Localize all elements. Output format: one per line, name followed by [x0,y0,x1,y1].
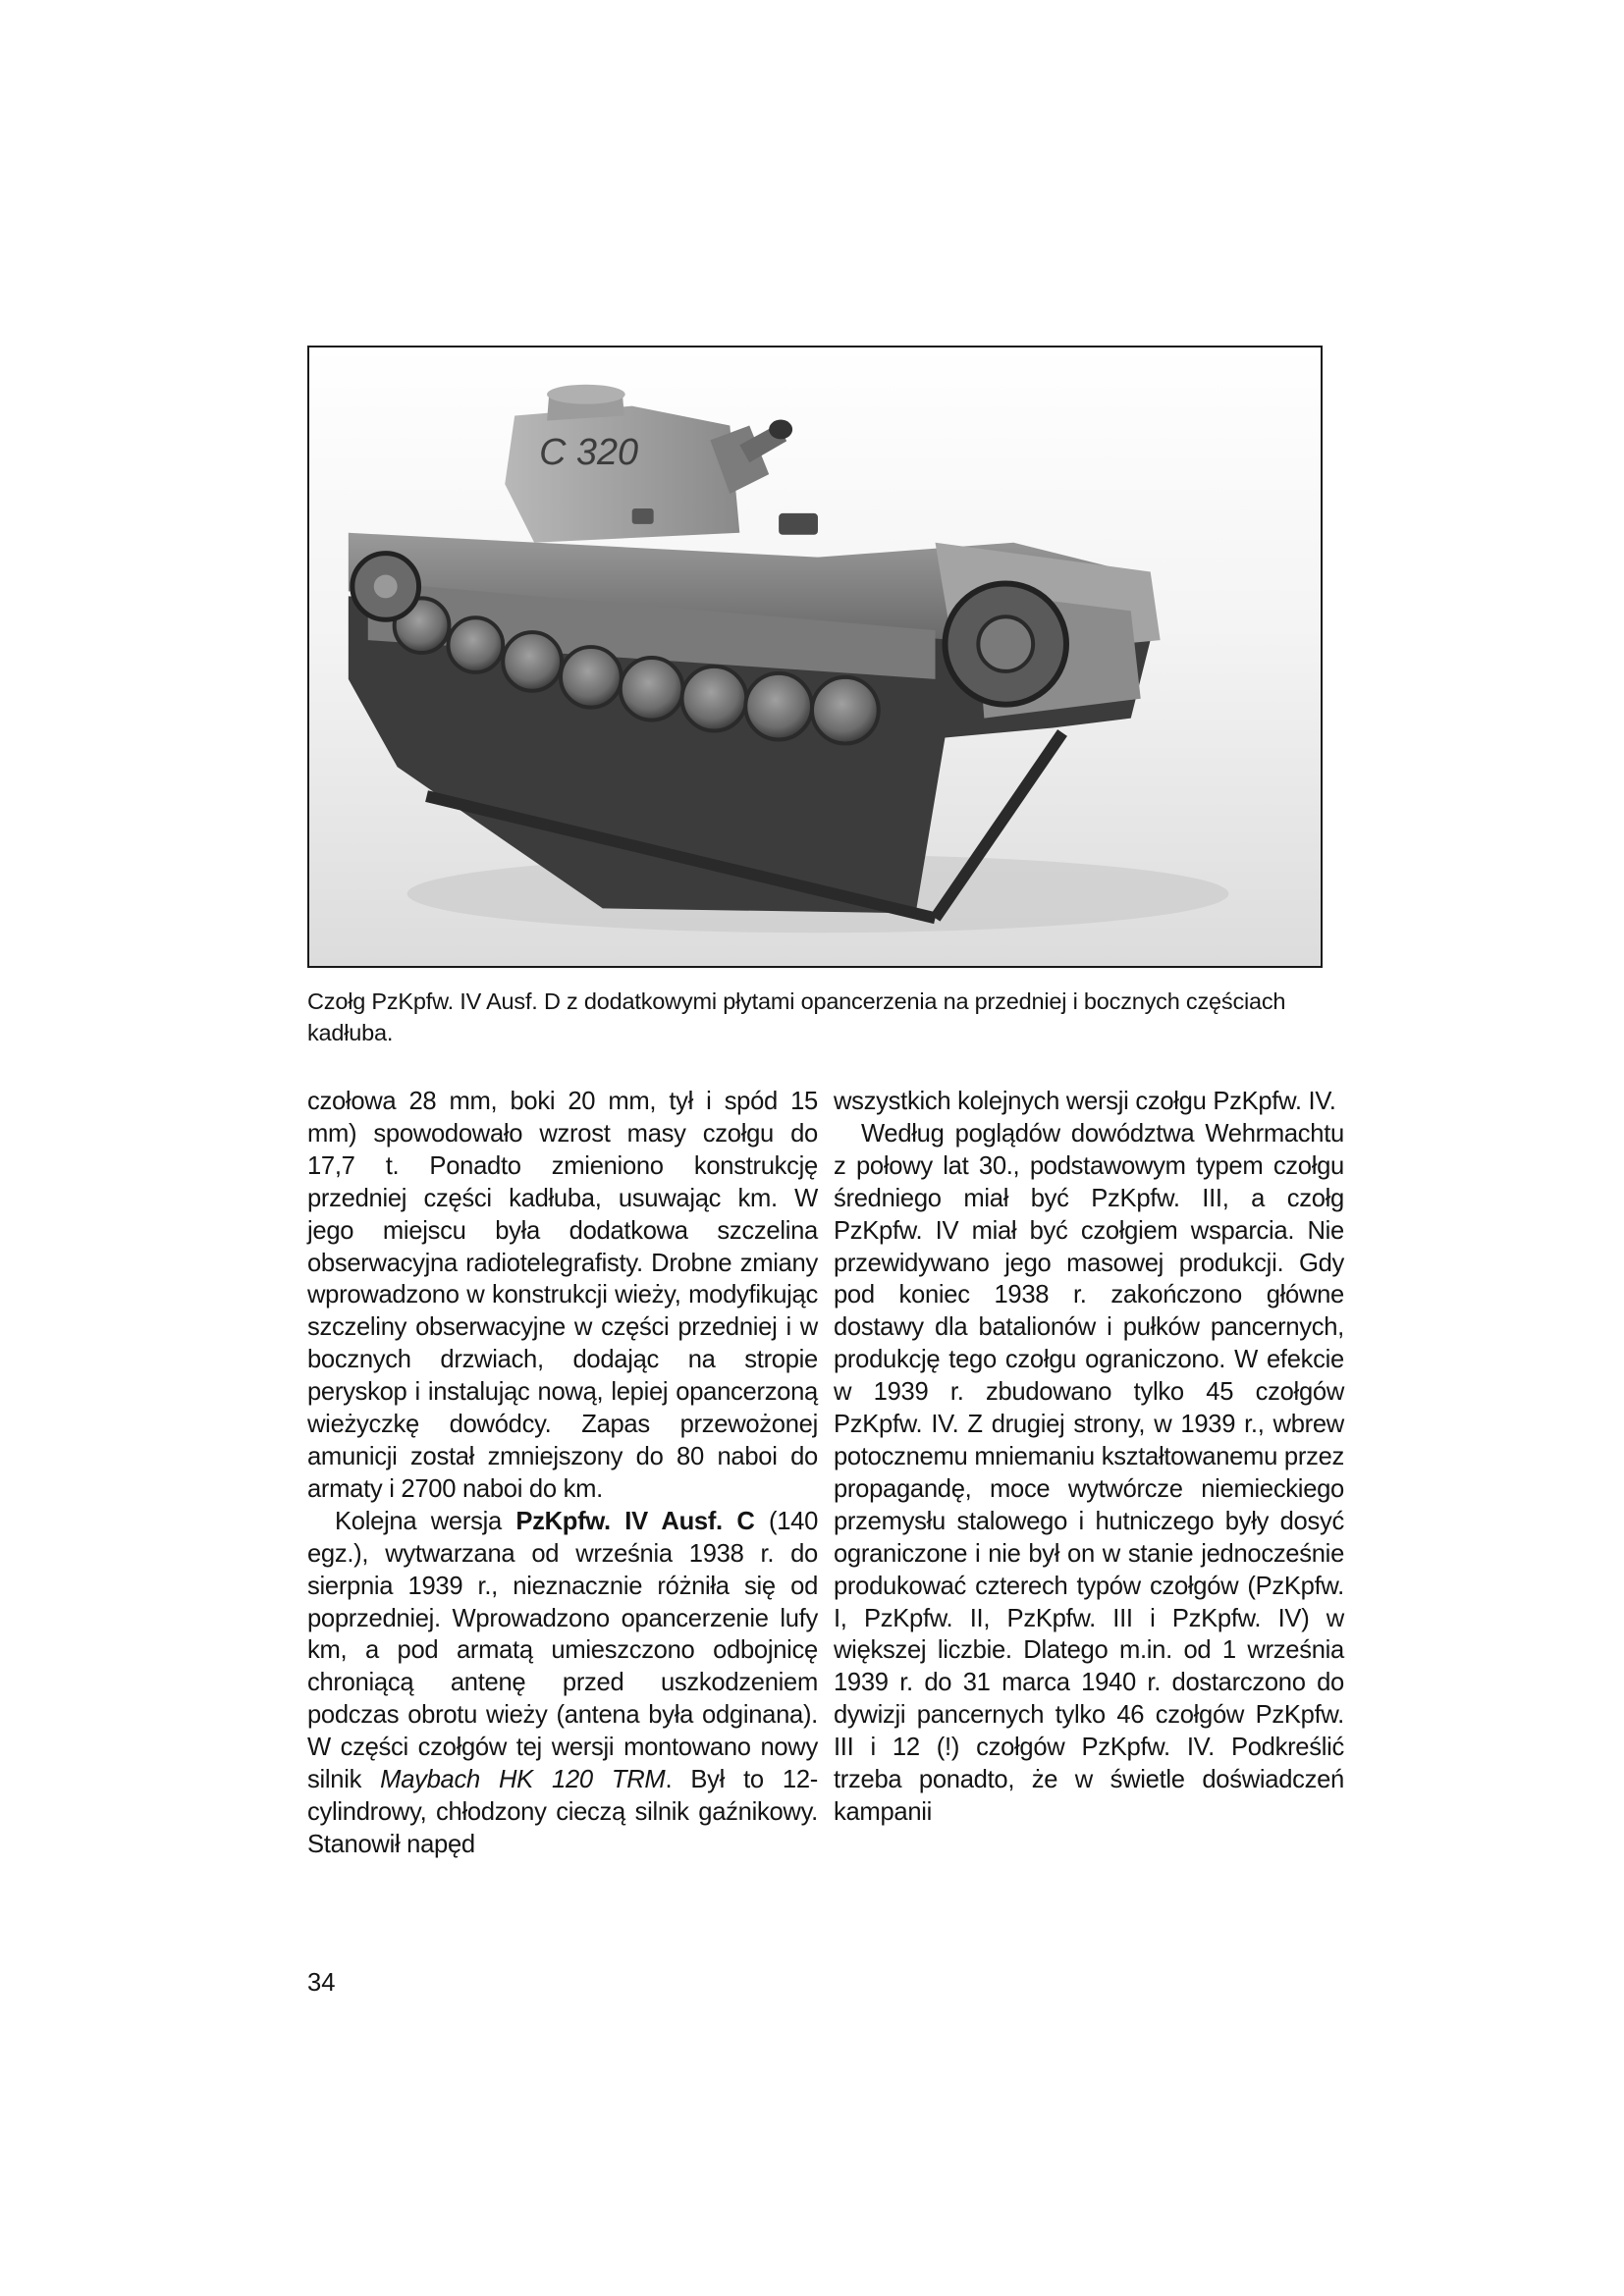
right-paragraph-1: wszystkich kolejnych wersji czołgu PzKpfw. IV. [834,1088,1336,1115]
left-paragraph-2 [307,1506,818,1861]
para2-text-start: Kolejna wersja [335,1507,516,1535]
right-paragraph-2: Według poglądów dowództwa Wehrmachtu z połowy lat 30., podstawowym typem czołgu średniego miał być PzKpfw. III, a czołg PzKpfw. IV miał być czołgiem wsparcia. Nie przewidywano jego masowej produkcji. Gdy pod koniec 1938 r. zakończono główne dostawy dla batalionów i pułków pancernych, produkcję tego czołgu ograniczono. W efekcie w 1939 r. zbudowano tylko 45 czołgów PzKpfw. IV. Z drugiej strony, w 1939 r., wbrew potocznemu mniemaniu kształtowanemu przez propagandę, moce wytwórcze niemieckiego przemysłu stalowego i hutniczego były dosyć ograniczone i nie był on w stanie jednocześnie produkować czterech typów czołgów (PzKpfw. I, PzKpfw. II, PzKpfw. III i PzKpfw. IV) w większej liczbie. Dlatego m.in. od 1 września 1939 r. do 31 marca 1940 r. dostarczono do dywizji pancernych tylko 46 czołgów PzKpfw. III i 12 (!) czołgów PzKpfw. IV. Podkreślić trzeba ponadto, że w świetle doświadczeń kampanii [834,1119,1344,1826]
para2-text-middle: (140 egz.), wytwarzana od września 1938 r. do sierpnia 1939 r., nieznacznie różniła się od poprzedniej. Wprowadzono opancerzenie lufy km, a pod armatą umieszczono odbojnicę chroniącą antenę przed uszkodzeniem podczas obrotu wieży (antena była odginana). W części czołgów tej wersji montowano nowy silnik [307,1507,818,1794]
figure-caption: Czołg PzKpfw. IV Ausf. D z dodatkowymi płytami opancerzenia na przedniej i bocznych częściach kadłuba. [307,988,1286,1045]
left-paragraph-1: czołowa 28 mm, boki 20 mm, tył i spód 15 mm) spowodowało wzrost masy czołgu do 17,7 t. Ponadto zmieniono konstrukcję przedniej części kadłuba, usuwając km. W jego miejscu była dodatkowa szczelina obserwacyjna radiotelegrafisty. Drobne zmiany wprowadzono w konstrukcji wieży, modyfikując szczeliny obserwacyjne w części przedniej i w bocznych drzwiach, dodając na stropie peryskop i instalując nową, lepiej opancerzoną wieżyczkę dowódcy. Zapas przewożonej amunicji został zmniejszony do 80 naboi do armaty i 2700 naboi do km. [307,1088,818,1503]
left-column [307,1086,818,1861]
right-column [834,1086,1344,1829]
para2-text-end: . Był to 12-cylindrowy, chłodzony cieczą silnik gaźnikowy. Stanowił napęd [307,1766,818,1858]
tank-photo [307,346,1323,968]
model-name-bold: PzKpfw. IV Ausf. C [515,1507,755,1535]
svg-text:C 320: C 320 [539,432,639,474]
tank-illustration [309,347,1321,966]
page-number: 34 [307,1969,336,1997]
engine-name-italic: Maybach HK 120 TRM [380,1766,666,1794]
